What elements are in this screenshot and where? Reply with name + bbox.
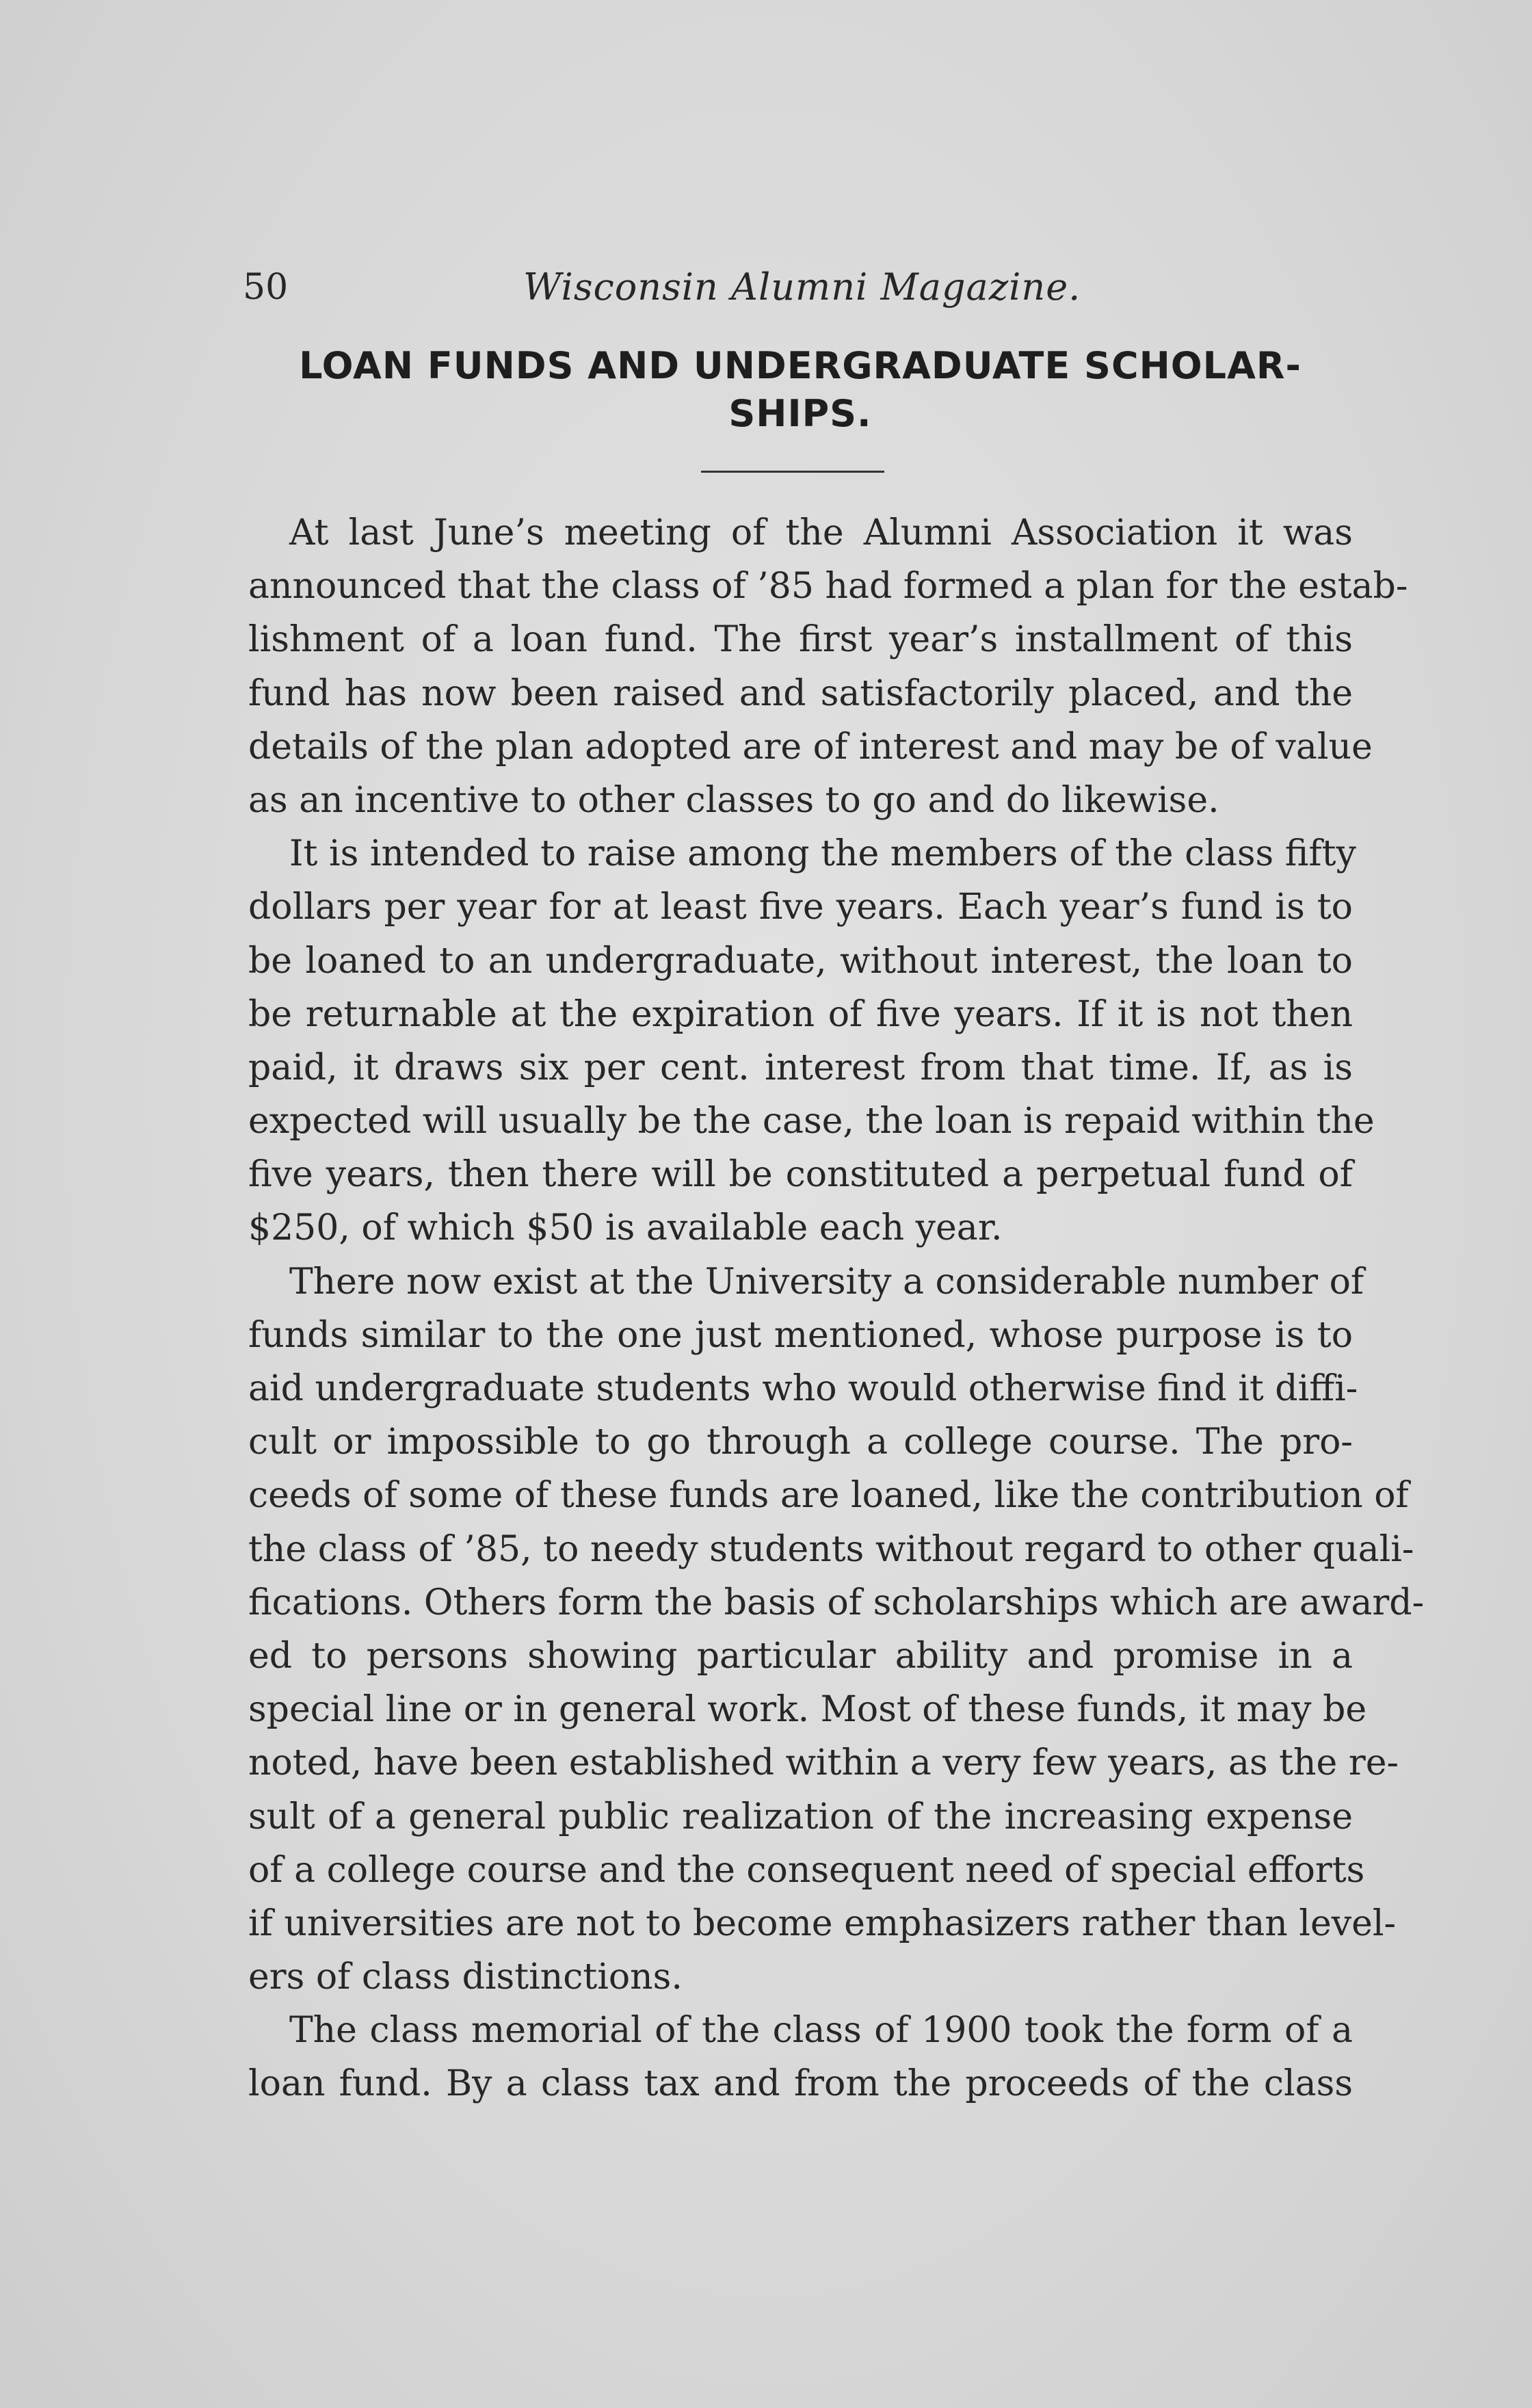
text-line: ceeds of some of these funds are loaned, like the contribution of [248, 1475, 1409, 1517]
text-line: special line or in general work. Most of these funds, it may be [248, 1689, 1367, 1731]
text-line: paid, it draws six per cent. interest from that time. If, as is [248, 1047, 1353, 1088]
text-line: dollars per year for at least five years. Each year’s fund is to [248, 887, 1353, 928]
text-line: aid undergraduate students who would otherwise find it diffi- [248, 1368, 1358, 1409]
text-line: announced that the class of ’85 had formed a plan for the estab- [248, 566, 1408, 607]
article-body [248, 506, 1425, 2111]
title-divider [701, 471, 884, 473]
text-line: be returnable at the expiration of five years. If it is not then [248, 993, 1353, 1035]
article-title [239, 342, 1361, 438]
text-line: be loaned to an undergraduate, without interest, the loan to [248, 940, 1353, 982]
page-header [243, 263, 1364, 311]
text-line: ed to persons showing particular ability and promise in a [248, 1635, 1353, 1677]
article-title-line-2: SHIPS. [728, 392, 872, 435]
text-line: $250, of which $50 is available each year. [248, 1207, 1003, 1249]
running-title: Wisconsin Alumni Magazine. [523, 265, 1081, 309]
text-line: noted, have been established within a very few years, as the re- [248, 1742, 1399, 1784]
text-line: fications. Others form the basis of scholarships which are award- [248, 1582, 1425, 1623]
text-line: cult or impossible to go through a college course. The pro- [248, 1422, 1353, 1463]
text-line: details of the plan adopted are of interest and may be of value [248, 726, 1373, 768]
text-line: five years, then there will be constituted a perpetual fund of [248, 1154, 1353, 1196]
text-line: The class memorial of the class of 1900 took the form of a [289, 2010, 1353, 2052]
text-line: sult of a general public realization of the increasing expense [248, 1796, 1353, 1837]
text-line: as an incentive to other classes to go and do likewise. [248, 779, 1219, 821]
text-line: lishment of a loan fund. The first year’s installment of this [248, 619, 1353, 661]
text-line: of a college course and the consequent need of special efforts [248, 1849, 1365, 1891]
text-line: At last June’s meeting of the Alumni Association it was [289, 512, 1353, 553]
text-line: There now exist at the University a considerable number of [289, 1261, 1364, 1303]
text-line: expected will usually be the case, the loan is repaid within the [248, 1101, 1375, 1142]
text-line: fund has now been raised and satisfactorily placed, and the [248, 672, 1353, 714]
text-line: It is intended to raise among the members of the class fifty [289, 833, 1356, 875]
text-line: if universities are not to become emphasizers rather than level- [248, 1902, 1397, 1944]
text-line: loan fund. By a class tax and from the proceeds of the class [248, 2063, 1353, 2105]
page-number: 50 [243, 267, 289, 308]
text-line: funds similar to the one just mentioned, whose purpose is to [248, 1314, 1353, 1356]
article-title-line-1: LOAN FUNDS AND UNDERGRADUATE SCHOLAR- [299, 344, 1302, 387]
text-line: the class of ’85, to needy students without regard to other quali- [248, 1528, 1414, 1570]
text-line: ers of class distinctions. [248, 1956, 683, 1998]
